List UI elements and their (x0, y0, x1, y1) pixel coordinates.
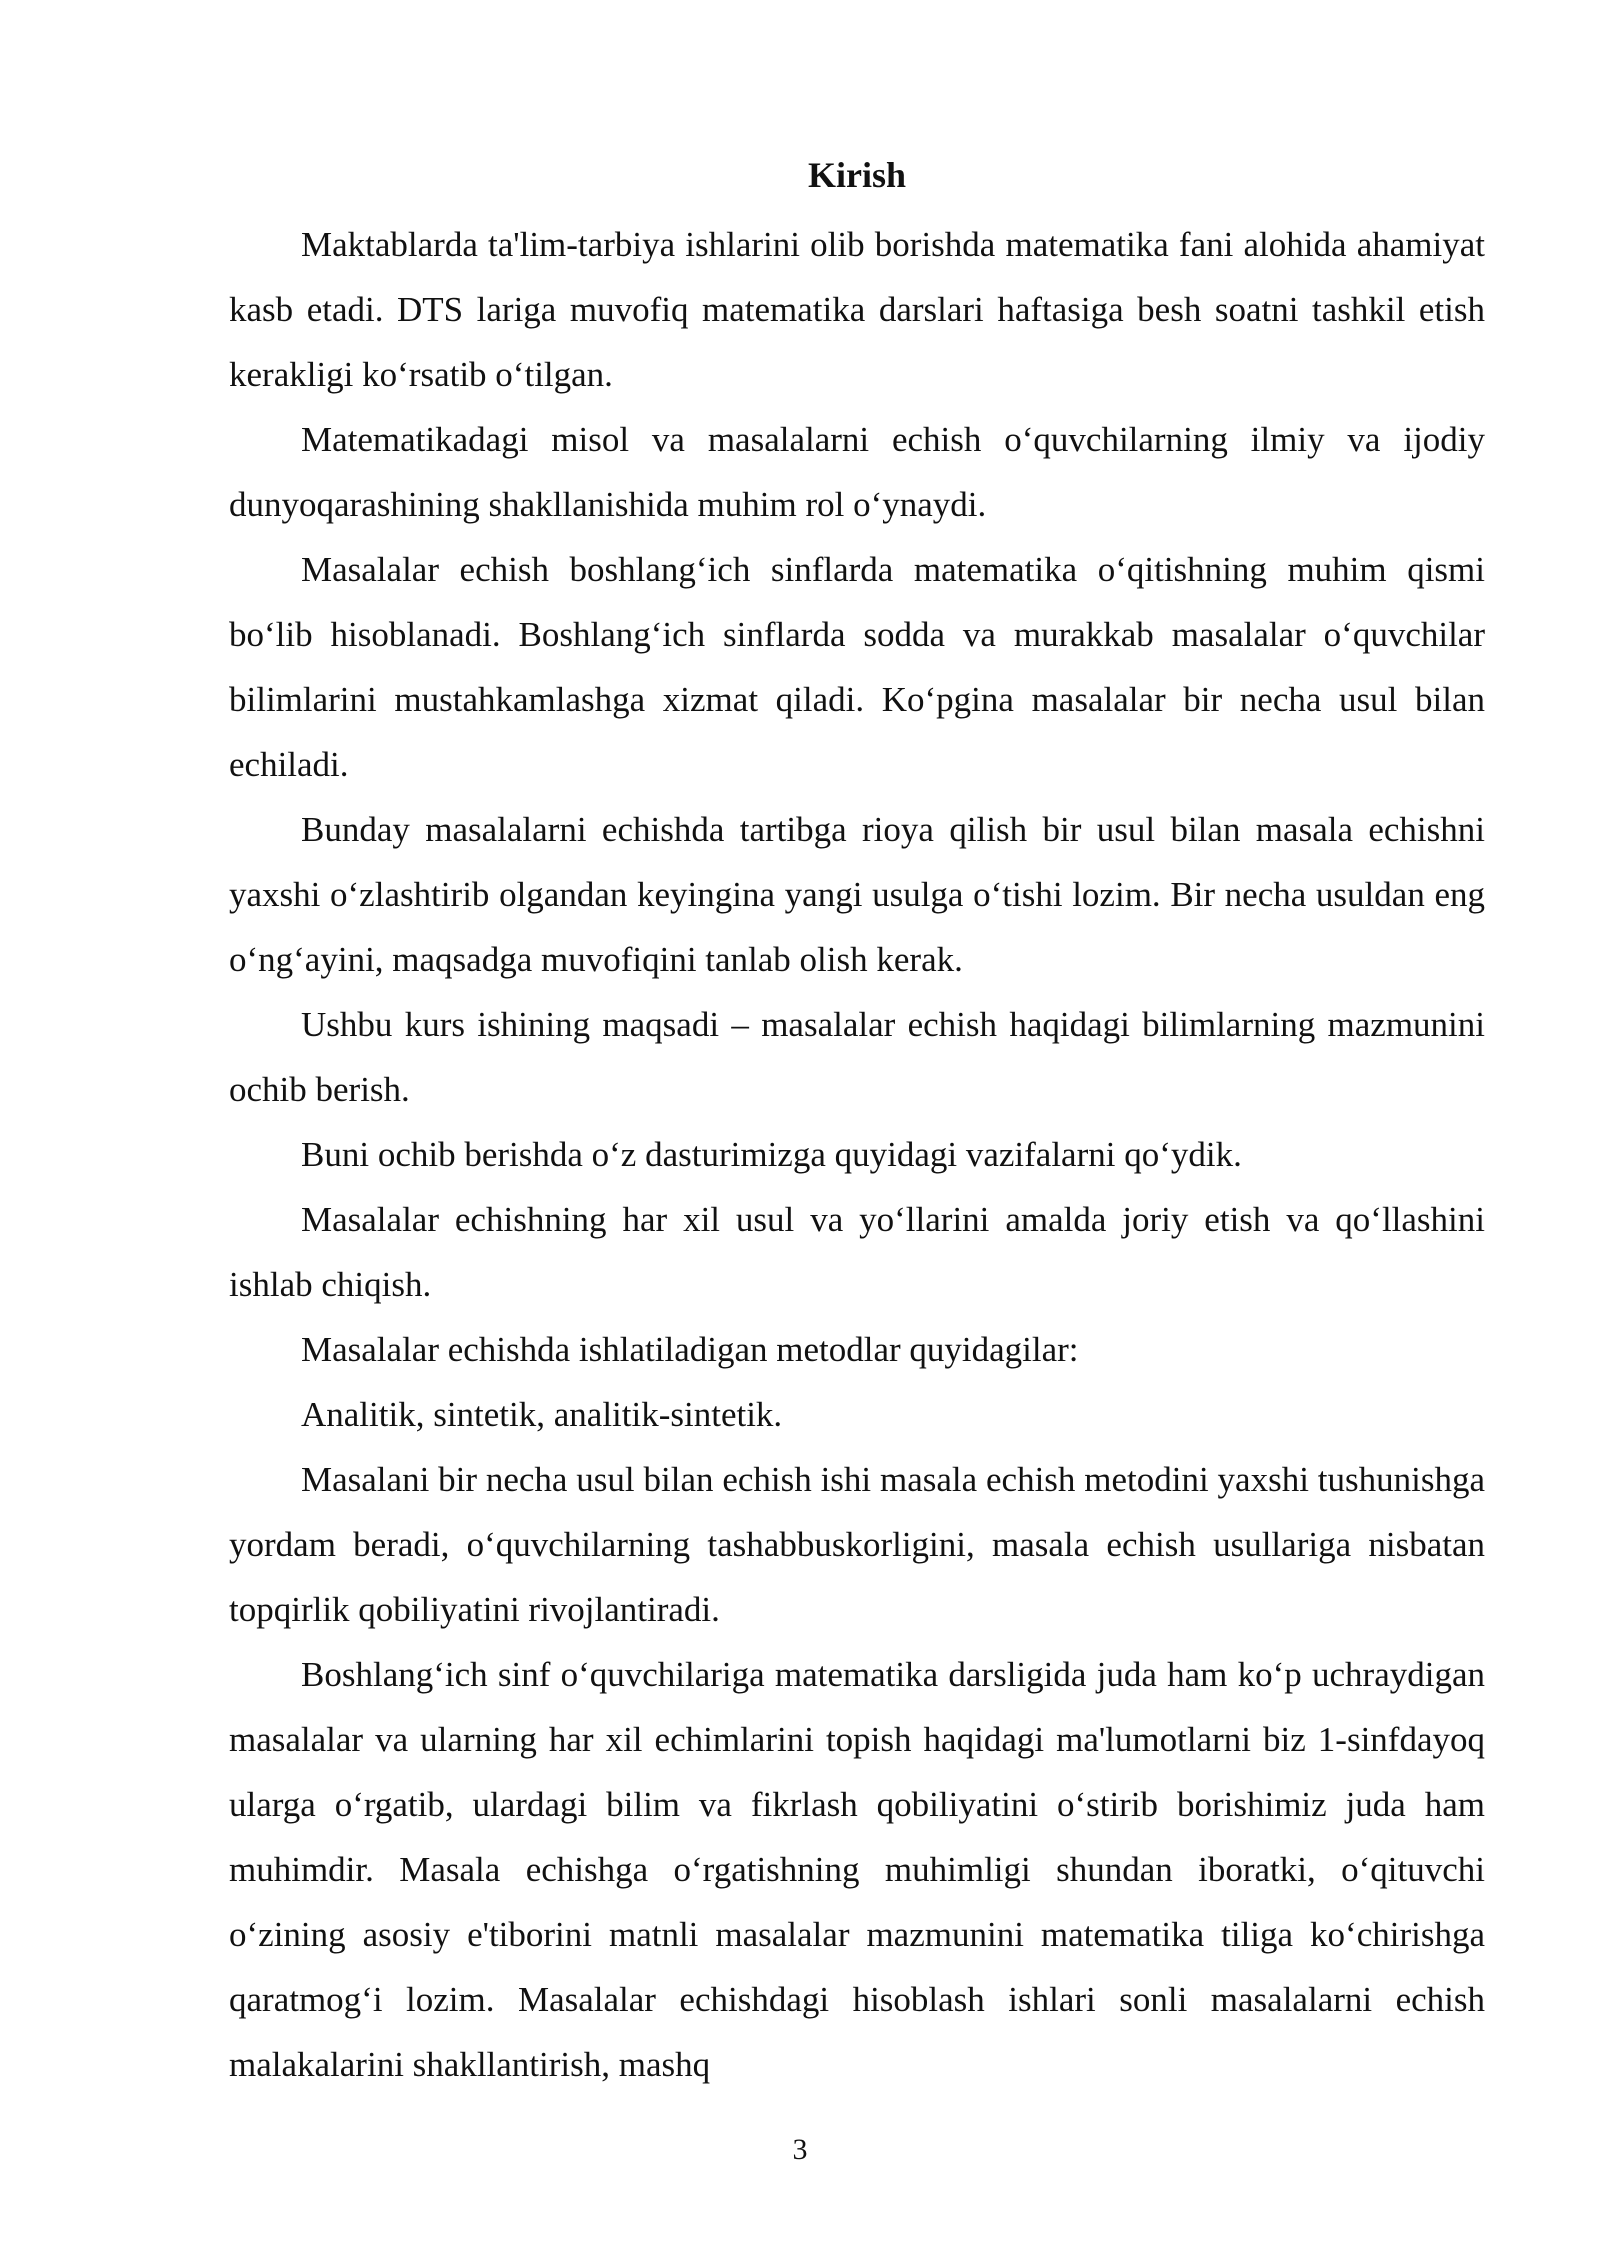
paragraph-7: Masalalar echishning har xil usul va yo‘llarini amalda joriy etish va qo‘llashini ishlab chiqish. (229, 1200, 1485, 1304)
paragraph-6: Buni ochib berishda o‘z dasturimizga quyidagi vazifalarni qo‘ydik. (301, 1135, 1242, 1174)
page-number: 3 (792, 2133, 808, 2166)
paragraph-4: Bunday masalalarni echishda tartibga rioya qilish bir usul bilan masala echishni yaxshi o‘zlashtirib olgandan keyingina yangi usulga o‘tishi lozim. Bir necha usuldan eng o‘ng‘ayini, maqsadga muvofiqini tanlab olish kerak. (229, 810, 1485, 979)
paragraph-1: Maktablarda ta'lim-tarbiya ishlarini olib borishda matematika fani alohida ahamiyat kasb etadi. DTS lariga muvofiq matematika darslari haftasiga besh soatni tashkil etish kerakligi ko‘rsatib o‘tilgan. (229, 225, 1485, 394)
paragraph-3: Masalalar echish boshlang‘ich sinflarda matematika o‘qitishning muhim qismi bo‘lib hisoblanadi. Boshlang‘ich sinflarda sodda va murakkab masalalar o‘quvchilar bilimlarini mustahkamlashga xizmat qiladi. Ko‘pgina masalalar bir necha usul bilan echiladi. (229, 550, 1485, 784)
paragraph-9: Analitik, sintetik, analitik-sintetik. (301, 1395, 783, 1434)
paragraph-11: Boshlang‘ich sinf o‘quvchilariga matematika darsligida juda ham ko‘p uchraydigan masalalar va ularning har xil echimlarini topish haqidagi ma'lumotlarni biz 1-sinfdayoq ularga o‘rgatib, ulardagi bilim va fikrlash qobiliyatini o‘stirib borishimiz juda ham muhimdir. Masala echishga o‘rgatishning muhimligi shundan iboratki, o‘qituvchi o‘zining asosiy e'tiborini matnli masalalar mazmunini matematika tiliga ko‘chirishga qaratmog‘i lozim. Masalalar echishdagi hisoblash ishlari sonli masalalarni echish malakalarini shakllantirish, mashq (229, 1655, 1485, 2084)
section-title: Kirish (807, 155, 906, 195)
paragraph-8: Masalalar echishda ishlatiladigan metodlar quyidagilar: (301, 1330, 1079, 1369)
page-content (229, 148, 1485, 2097)
paragraph-5: Ushbu kurs ishining maqsadi – masalalar echish haqidagi bilimlarning mazmunini ochib berish. (229, 1005, 1485, 1109)
paragraph-10: Masalani bir necha usul bilan echish ishi masala echish metodini yaxshi tushunishga yordam beradi, o‘quvchilarning tashabbuskorligini, masala echish usullariga nisbatan topqirlik qobiliyatini rivojlantiradi. (229, 1460, 1485, 1629)
paragraph-2: Matematikadagi misol va masalalarni echish o‘quvchilarning ilmiy va ijodiy dunyoqarashining shakllanishida muhim rol o‘ynaydi. (229, 420, 1485, 524)
